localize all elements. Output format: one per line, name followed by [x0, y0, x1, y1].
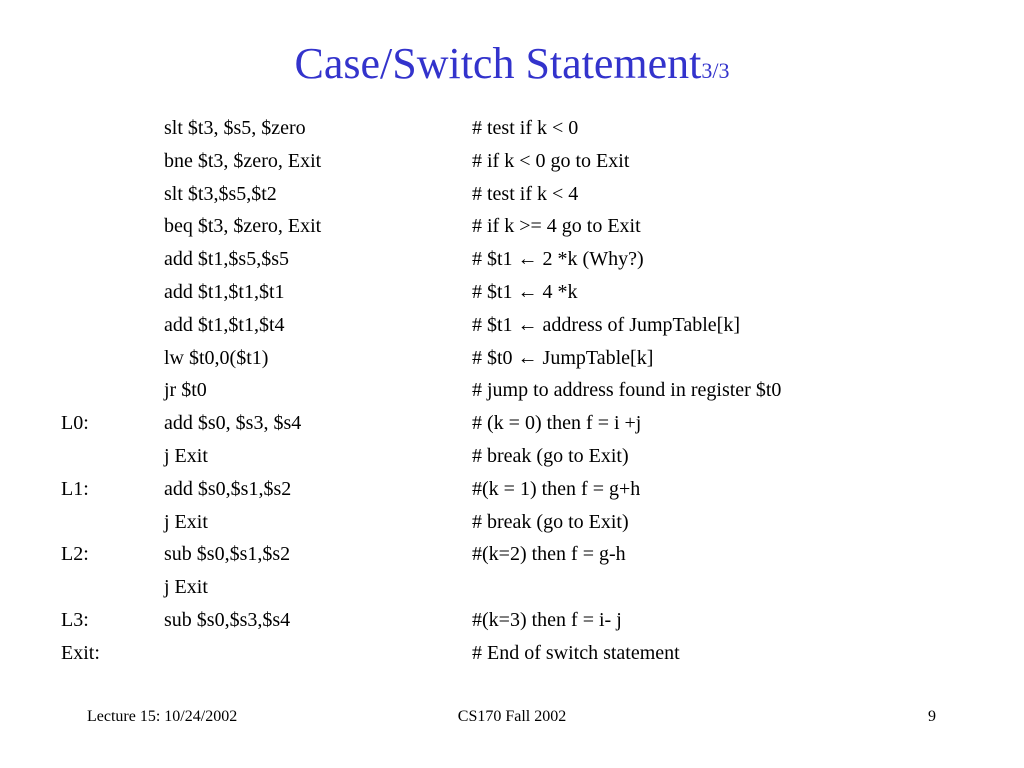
code-instruction: sub $s0,$s1,$s2	[164, 543, 291, 566]
code-instruction: slt $t3, $s5, $zero	[164, 117, 306, 139]
code-label: L3:	[61, 608, 89, 631]
code-comment: # if k < 0 go to Exit	[472, 149, 630, 172]
code-comment: # $t1 ← 2 *k (Why?)	[472, 248, 644, 271]
code-label: Exit:	[61, 641, 100, 664]
code-comment: # $t0 ← JumpTable[k]	[472, 346, 654, 369]
slide-title-part: 3/3	[701, 58, 730, 83]
code-instruction: lw $t0,0($t1)	[164, 346, 269, 369]
code-label: L1:	[61, 477, 89, 500]
code-instruction: beq $t3, $zero, Exit	[164, 215, 322, 238]
code-instruction: add $s0,$s1,$s2	[164, 477, 292, 500]
footer-page-number: 9	[928, 708, 936, 725]
code-comment: #(k=3) then f = i- j	[472, 608, 622, 631]
code-instruction: sub $s0,$s3,$s4	[164, 608, 291, 631]
code-comment: # if k >= 4 go to Exit	[472, 215, 641, 238]
code-instruction: j Exit	[164, 510, 208, 533]
code-comment: # $t1 ← address of JumpTable[k]	[472, 313, 740, 336]
code-comment: # test if k < 0	[472, 117, 579, 139]
code-comment: # test if k < 4	[472, 182, 579, 205]
code-comment: # jump to address found in register $t0	[472, 379, 782, 402]
code-instruction: add $t1,$s5,$s5	[164, 248, 289, 271]
code-comment: # End of switch statement	[472, 641, 680, 664]
code-instruction: bne $t3, $zero, Exit	[164, 149, 322, 172]
footer-lecture: Lecture 15: 10/24/2002	[87, 708, 238, 725]
slide-title-text: Case/Switch Statement	[294, 39, 702, 88]
footer-course: CS170 Fall 2002	[457, 708, 567, 725]
code-label: L0:	[61, 412, 89, 435]
code-instruction: j Exit	[164, 576, 208, 599]
code-instruction: slt $t3,$s5,$t2	[164, 182, 277, 205]
code-instruction: add $s0, $s3, $s4	[164, 412, 302, 435]
code-label: L2:	[61, 543, 89, 566]
code-instruction: add $t1,$t1,$t4	[164, 313, 285, 336]
code-comment: # break (go to Exit)	[472, 444, 629, 467]
code-instruction: j Exit	[164, 444, 208, 467]
code-comment: # $t1 ← 4 *k	[472, 280, 578, 303]
code-comment: # break (go to Exit)	[472, 510, 629, 533]
code-instruction: jr $t0	[164, 379, 207, 402]
code-comment: #(k=2) then f = g-h	[472, 543, 626, 566]
code-comment: # (k = 0) then f = i +j	[472, 412, 642, 435]
code-comment: #(k = 1) then f = g+h	[472, 477, 641, 500]
code-instruction: add $t1,$t1,$t1	[164, 280, 285, 303]
slide-title	[0, 38, 1024, 89]
